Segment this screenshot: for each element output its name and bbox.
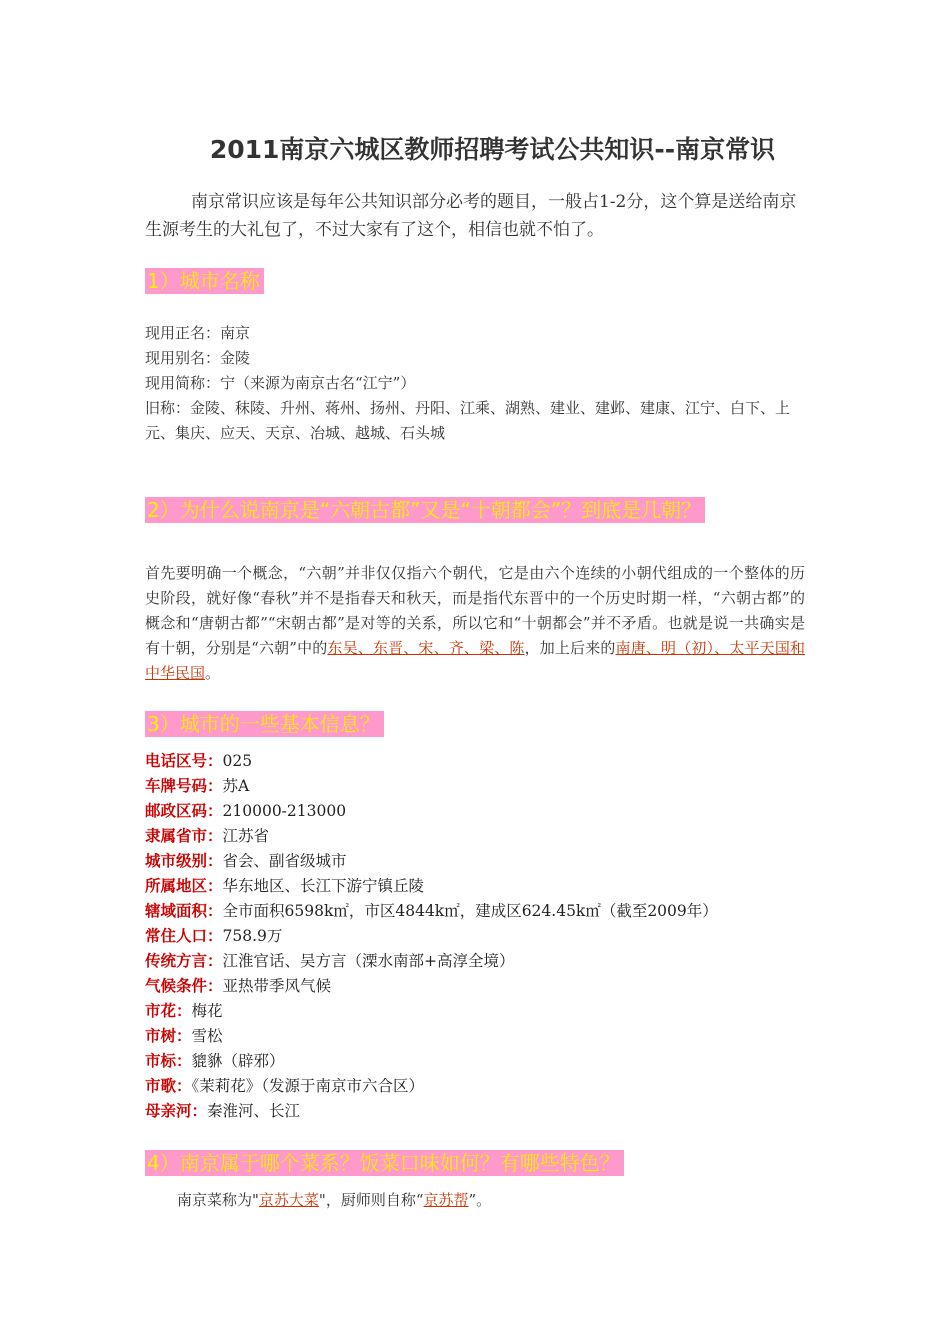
info-key: 市标：	[145, 1052, 192, 1070]
info-key: 邮政区码：	[145, 802, 223, 820]
info-key: 市花：	[145, 1002, 192, 1020]
info-key: 车牌号码：	[145, 777, 223, 795]
city-name-list	[145, 321, 810, 446]
info-value: 江苏省	[222, 827, 270, 845]
section-heading-basic-info: 3）城市的一些基本信息？	[145, 711, 384, 737]
info-value: 亚热带季风气候	[222, 977, 332, 995]
info-row	[145, 999, 810, 1024]
list-item: 现用简称：宁（来源为南京古名“江宁”）	[145, 374, 416, 392]
info-row	[145, 849, 810, 874]
info-row	[145, 949, 810, 974]
info-key: 常住人口：	[145, 927, 223, 945]
info-value: 省会、副省级城市	[222, 852, 347, 870]
info-value: 雪松	[191, 1027, 223, 1045]
info-value: 梅花	[191, 1002, 223, 1020]
info-row	[145, 774, 810, 799]
info-key: 市歌：	[145, 1077, 192, 1095]
info-value: 秦淮河、长江	[207, 1102, 301, 1120]
info-value: 貔貅（辟邪）	[191, 1052, 285, 1070]
info-value: 《茉莉花》（发源于南京市六合区）	[191, 1077, 425, 1095]
paragraph-text: ，加上后来的	[524, 639, 616, 657]
paragraph-text: ”。	[468, 1191, 492, 1209]
six-dynasties-link[interactable]: 东吴、东晋、宋、齐、梁、陈	[327, 639, 525, 657]
basic-info-list	[145, 749, 810, 1124]
info-key: 隶属省市：	[145, 827, 223, 845]
info-value: 华东地区、长江下游宁镇丘陵	[222, 877, 425, 895]
info-value: 全市面积6598k㎡，市区4844k㎡，建成区624.45k㎡（截至2009年）	[222, 902, 718, 920]
info-row	[145, 1024, 810, 1049]
list-item: 现用正名：南京	[145, 324, 251, 342]
info-key: 气候条件：	[145, 977, 223, 995]
cuisine-paragraph	[177, 1188, 817, 1213]
info-value: 210000-213000	[222, 802, 347, 820]
info-key: 母亲河：	[145, 1102, 208, 1120]
paragraph-text: 南京菜称为"	[177, 1191, 259, 1209]
info-value: 江淮官话、吴方言（溧水南部+高淳全境）	[222, 952, 515, 970]
info-row	[145, 1074, 810, 1099]
paragraph-text: "，厨师则自称“	[318, 1191, 424, 1209]
section-heading-cuisine: 4）南京属于哪个菜系？饭菜口味如何？有哪些特色？	[145, 1150, 624, 1176]
paragraph-text: 。	[205, 664, 221, 682]
jingsu-dacai-link[interactable]: 京苏大菜	[258, 1191, 319, 1209]
info-key: 城市级别：	[145, 852, 223, 870]
info-row	[145, 1099, 810, 1124]
section-heading-dynasties: 2）为什么说南京是“六朝古都”又是“十朝都会”？到底是几朝？	[145, 497, 705, 523]
info-key: 所属地区：	[145, 877, 223, 895]
document-title: 2011南京六城区教师招聘考试公共知识--南京常识	[209, 135, 776, 164]
list-item: 现用别名：金陵	[145, 349, 251, 367]
info-value: 025	[222, 752, 253, 770]
info-row	[145, 874, 810, 899]
list-item: 旧称：金陵、秣陵、升州、蒋州、扬州、丹阳、江乘、湖熟、建业、建邺、建康、江宁、白下、上元、集庆、应天、天京、冶城、越城、石头城	[145, 399, 791, 442]
info-value: 758.9万	[222, 927, 283, 945]
section-heading-city-name: 1）城市名称	[145, 268, 264, 294]
info-row	[145, 1049, 810, 1074]
info-row	[145, 974, 810, 999]
info-row	[145, 824, 810, 849]
info-row	[145, 749, 810, 774]
info-value: 苏A	[222, 777, 250, 795]
later-dynasties-link[interactable]: 南唐、明（初）、太平天国和中华民国	[145, 639, 805, 682]
dynasties-paragraph	[145, 561, 805, 686]
jingsu-bang-link[interactable]: 京苏帮	[423, 1191, 469, 1209]
intro-paragraph: 南京常识应该是每年公共知识部分必考的题目，一般占1-2分，这个算是送给南京生源考生的大礼包了，不过大家有了这个，相信也就不怕了。	[145, 192, 797, 240]
info-key: 辖域面积：	[145, 902, 223, 920]
paragraph-text: 首先要明确一个概念，“六朝”并非仅仅指六个朝代，它是由六个连续的小朝代组成的一个整体的历史阶段，就好像“春秋”并不是指春天和秋天，而是指代东晋中的一个历史时期一样，“六朝古都”的概念和“唐朝古都”“宋朝古都”是对等的关系，所以它和“十朝都会”并不矛盾。也就是说一共确实是有十朝，分别是“六朝”中的	[145, 564, 805, 657]
info-key: 电话区号：	[145, 752, 223, 770]
info-row	[145, 924, 810, 949]
info-row	[145, 799, 810, 824]
info-key: 传统方言：	[145, 952, 223, 970]
info-key: 市树：	[145, 1027, 192, 1045]
info-row	[145, 899, 810, 924]
